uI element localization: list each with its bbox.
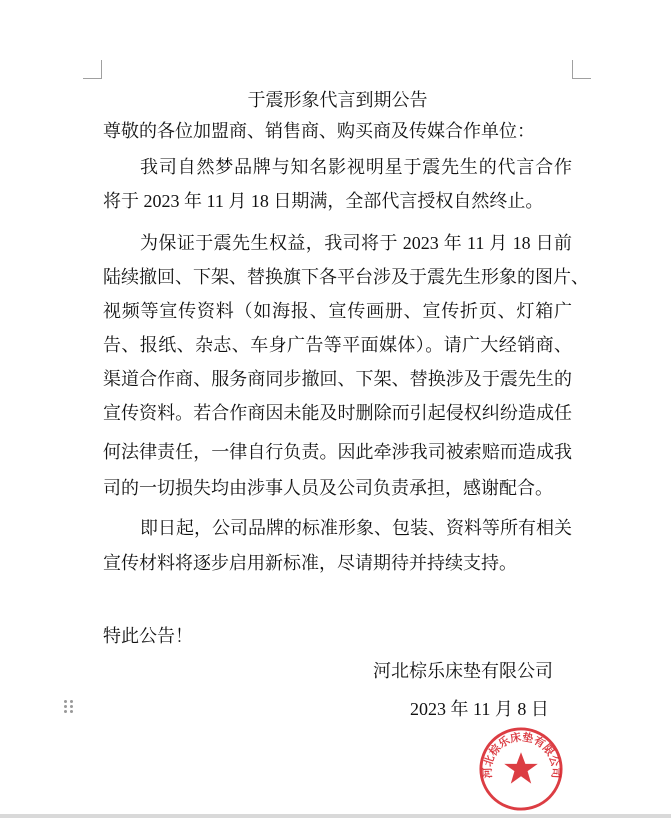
- paragraph-line: 渠道合作商、服务商同步撤回、下架、替换涉及于震先生的: [103, 369, 572, 389]
- paragraph-line: 宣传资料。若合作商因未能及时删除而引起侵权纠纷造成任: [103, 403, 572, 423]
- paragraph-line: 司的一切损失均由涉事人员及公司负责承担，感谢配合。: [103, 478, 553, 498]
- paragraph-line: 将于 2023 年 11 月 18 日期满，全部代言授权自然终止。: [103, 191, 544, 211]
- salutation: 尊敬的各位加盟商、销售商、购买商及传媒合作单位：: [103, 121, 535, 141]
- paragraph-line: 视频等宣传资料（如海报、宣传画册、宣传折页、灯箱广: [103, 301, 572, 321]
- margin-corner-mark: [572, 60, 591, 79]
- paragraph-line: 告、报纸、杂志、车身广告等平面媒体）。请广大经销商、: [103, 335, 572, 355]
- svg-text:河北棕乐床垫有限公司: 河北棕乐床垫有限公司: [480, 730, 563, 779]
- paragraph-line: 宣传材料将逐步启用新标准，尽请期待并持续支持。: [103, 553, 517, 573]
- page-bottom-edge: [0, 814, 671, 818]
- drag-handle-icon[interactable]: [64, 700, 74, 714]
- margin-corner-mark: [83, 60, 102, 79]
- company-name: 河北棕乐床垫有限公司: [373, 661, 553, 681]
- paragraph-line: 为保证于震先生权益，我司将于 2023 年 11 月 18 日前: [140, 233, 572, 253]
- paragraph-line: 即日起，公司品牌的标准形象、包装、资料等所有相关: [140, 518, 572, 538]
- company-seal-stamp: [478, 726, 564, 812]
- paragraph-line: 陆续撤回、下架、替换旗下各平台涉及于震先生形象的图片、: [103, 267, 589, 287]
- star-icon: [504, 752, 538, 783]
- paragraph-line: 何法律责任，一律自行负责。因此牵涉我司被索赔而造成我: [103, 442, 572, 462]
- document-title: 于震形象代言到期公告: [247, 90, 428, 110]
- signature-date: 2023 年 11 月 8 日: [410, 699, 549, 719]
- closing: 特此公告！: [103, 626, 193, 646]
- paragraph-line: 我司自然梦品牌与知名影视明星于震先生的代言合作: [140, 157, 572, 177]
